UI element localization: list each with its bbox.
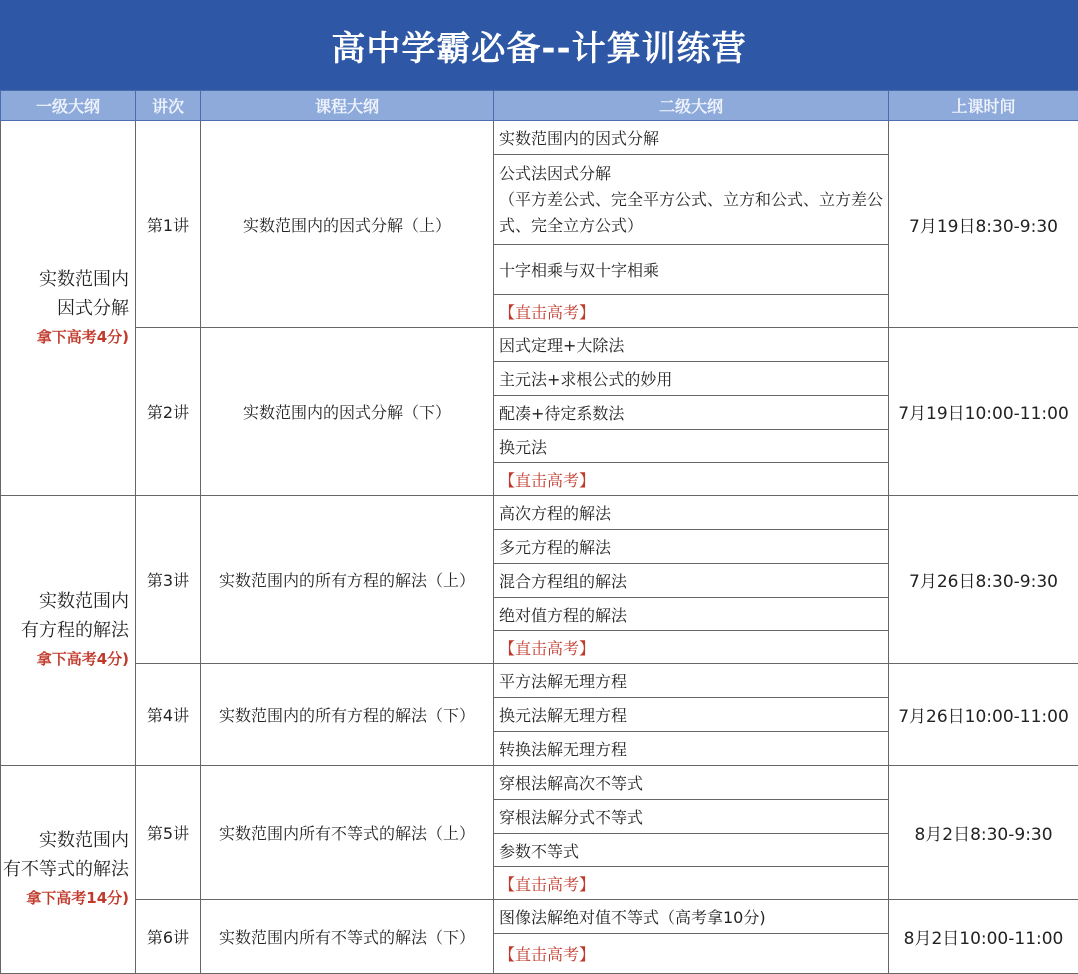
level2-item: 实数范围内的因式分解 — [494, 121, 889, 155]
level2-item: 穿根法解高次不等式 — [494, 766, 889, 800]
lecture-outline: 实数范围内的因式分解（下） — [201, 328, 494, 496]
table-row — [1, 900, 1078, 934]
level1-line1: 实数范围内 — [1, 265, 129, 294]
page-title: 高中学霸必备--计算训练营 — [0, 0, 1078, 90]
level2-item: 高次方程的解法 — [494, 496, 889, 530]
header-row — [1, 91, 1078, 121]
level2-item: 混合方程组的解法 — [494, 564, 889, 598]
lecture-number: 第4讲 — [136, 664, 201, 766]
level1-cell — [1, 121, 136, 496]
level2-item: 参数不等式 — [494, 834, 889, 867]
level1-line2: 因式分解 — [1, 294, 129, 323]
header-time: 上课时间 — [889, 91, 1078, 121]
level1-line1: 实数范围内 — [1, 587, 129, 616]
level1-cell — [1, 496, 136, 766]
lecture-outline: 实数范围内的所有方程的解法（上） — [201, 496, 494, 664]
level1-score: 拿下高考4分) — [1, 323, 129, 352]
lecture-number: 第1讲 — [136, 121, 201, 328]
lecture-outline: 实数范围内所有不等式的解法（下） — [201, 900, 494, 974]
table-row — [1, 766, 1078, 800]
class-time: 7月26日8:30-9:30 — [889, 496, 1078, 664]
class-time: 7月19日10:00-11:00 — [889, 328, 1078, 496]
level1-line1: 实数范围内 — [1, 826, 129, 855]
header-lecture: 讲次 — [136, 91, 201, 121]
lecture-outline: 实数范围内的所有方程的解法（下） — [201, 664, 494, 766]
lecture-number: 第3讲 — [136, 496, 201, 664]
header-level2: 二级大纲 — [494, 91, 889, 121]
header-outline: 课程大纲 — [201, 91, 494, 121]
level2-item: 换元法 — [494, 430, 889, 463]
table-row — [1, 121, 1078, 155]
exam-focus-item: 【直击高考】 — [494, 867, 889, 900]
level2-item: 绝对值方程的解法 — [494, 598, 889, 631]
level2-item: 十字相乘与双十字相乘 — [494, 245, 889, 295]
table-row — [1, 496, 1078, 530]
class-time: 7月26日10:00-11:00 — [889, 664, 1078, 766]
class-time: 7月19日8:30-9:30 — [889, 121, 1078, 328]
lecture-number: 第6讲 — [136, 900, 201, 974]
exam-focus-item: 【直击高考】 — [494, 934, 889, 974]
level2-item: 主元法+求根公式的妙用 — [494, 362, 889, 396]
level2-item: 公式法因式分解 （平方差公式、完全平方公式、立方和公式、立方差公式、完全立方公式） — [494, 155, 889, 245]
exam-focus-item: 【直击高考】 — [494, 463, 889, 496]
table-row — [1, 328, 1078, 362]
level2-item: 配凑+待定系数法 — [494, 396, 889, 430]
exam-focus-item: 【直击高考】 — [494, 631, 889, 664]
level2-item: 穿根法解分式不等式 — [494, 800, 889, 834]
lecture-outline: 实数范围内的因式分解（上） — [201, 121, 494, 328]
level2-item: 图像法解绝对值不等式（高考拿10分) — [494, 900, 889, 934]
lecture-number: 第5讲 — [136, 766, 201, 900]
class-time: 8月2日8:30-9:30 — [889, 766, 1078, 900]
level2-item: 因式定理+大除法 — [494, 328, 889, 362]
level1-cell — [1, 766, 136, 974]
exam-focus-item: 【直击高考】 — [494, 295, 889, 328]
table-row — [1, 664, 1078, 698]
header-level1: 一级大纲 — [1, 91, 136, 121]
level1-score: 拿下高考14分) — [1, 884, 129, 913]
level1-line2: 有不等式的解法 — [1, 855, 129, 884]
level2-item: 换元法解无理方程 — [494, 698, 889, 732]
level1-line2: 有方程的解法 — [1, 616, 129, 645]
level2-item: 转换法解无理方程 — [494, 732, 889, 766]
course-table — [0, 90, 1078, 974]
lecture-number: 第2讲 — [136, 328, 201, 496]
level1-score: 拿下高考4分) — [1, 645, 129, 674]
level2-item: 平方法解无理方程 — [494, 664, 889, 698]
level2-item: 多元方程的解法 — [494, 530, 889, 564]
lecture-outline: 实数范围内所有不等式的解法（上） — [201, 766, 494, 900]
class-time: 8月2日10:00-11:00 — [889, 900, 1078, 974]
